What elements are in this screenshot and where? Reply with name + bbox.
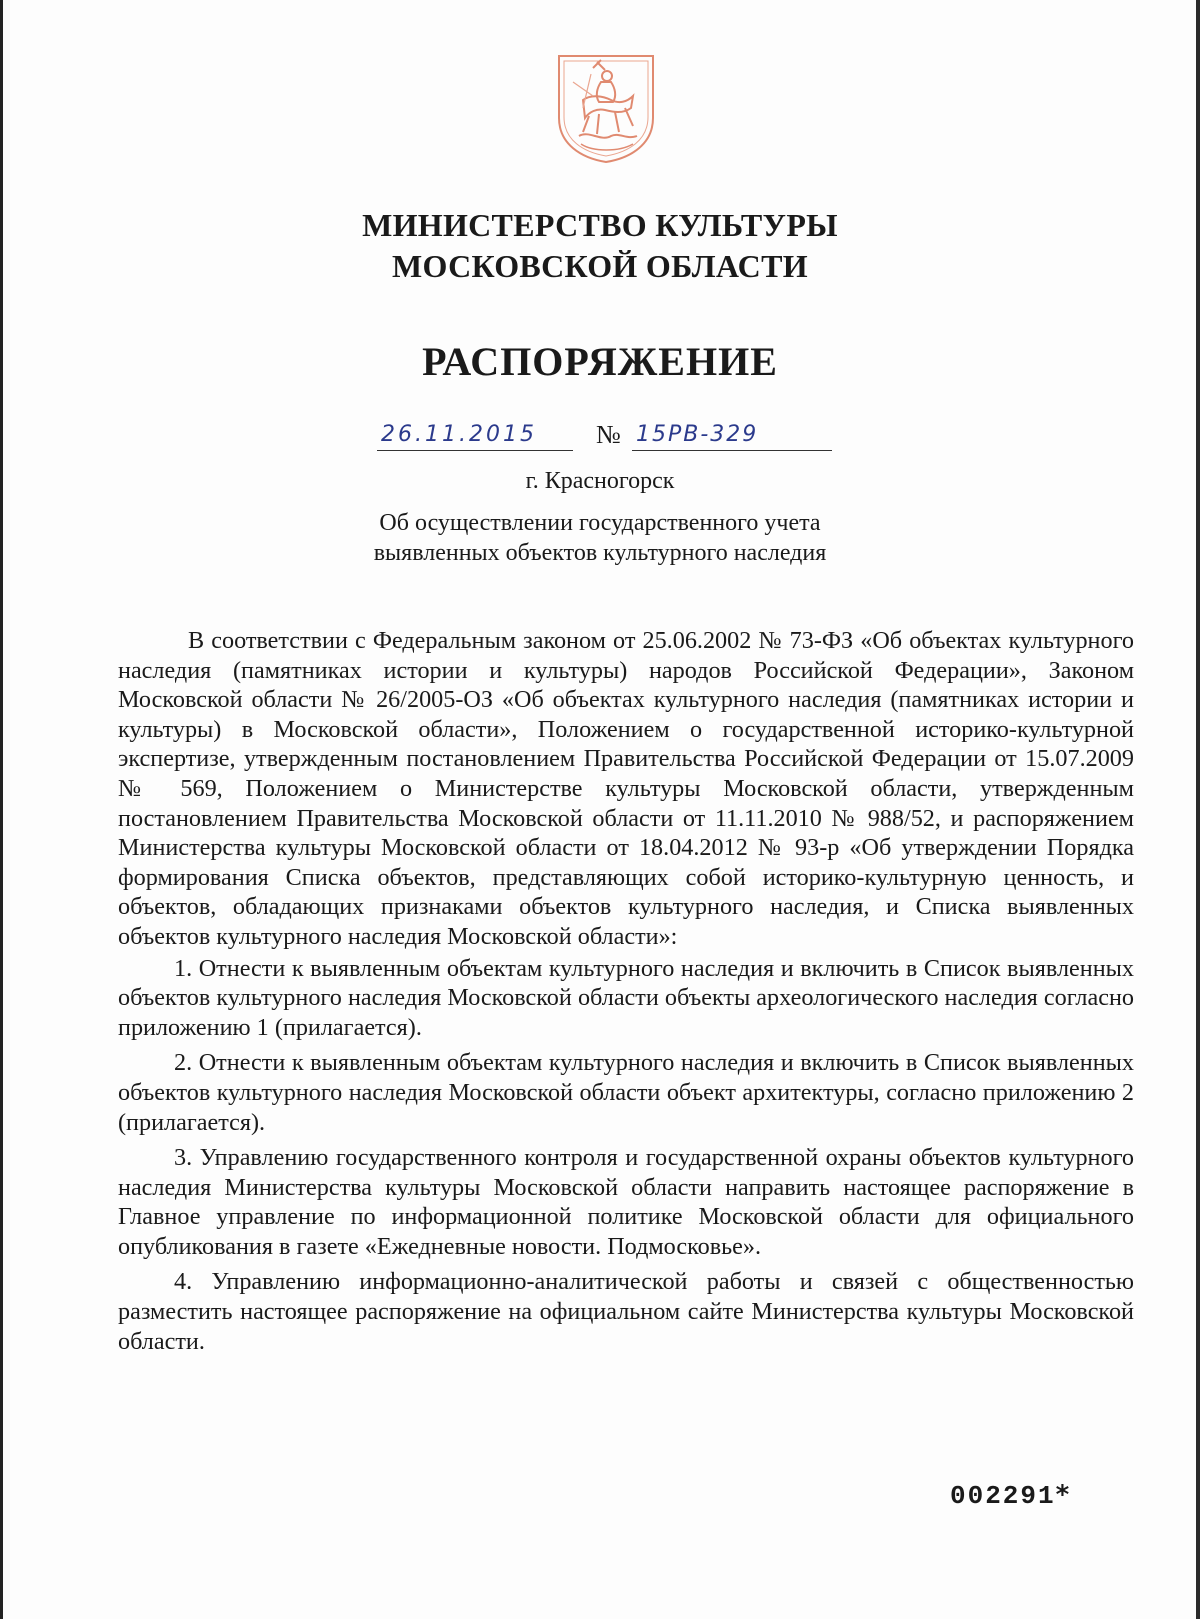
registration-number: 15РВ-329 [632, 420, 832, 451]
number-sign: № [596, 420, 621, 449]
order-item-3: 3. Управлению государственного контроля и государственной охраны объектов культурного наследия Министерства культуры Московской области направить настоящее распоряжение в Главное управление по информационной политике Московской области для официального опубликования в газете «Ежедневные новости. Подмосковье». [118, 1144, 1134, 1260]
document-type-title: РАСПОРЯЖЕНИЕ [422, 339, 778, 384]
ministry-name [0, 205, 1200, 287]
registration-date: 26.11.2015 [377, 420, 573, 451]
coat-of-arms-icon [553, 52, 659, 164]
order-item-4: 4. Управлению информационно-аналитической работы и связей с общественностью разместить настоящее распоряжение на официальном сайте Министерства культуры Московской области. [118, 1268, 1134, 1355]
order-item-1: 1. Отнести к выявленным объектам культурного наследия и включить в Список выявленных объектов культурного наследия Московской области объекты археологического наследия согласно приложению 1 (прилагается). [118, 954, 1134, 1041]
ministry-line-1: МИНИСТЕРСТВО КУЛЬТУРЫ [362, 207, 838, 243]
document-subject [300, 508, 900, 568]
city-of-issue: г. Красногорск [525, 468, 675, 494]
document-body [118, 626, 1134, 1356]
form-serial-number [950, 1480, 1071, 1511]
ministry-line-2: МОСКОВСКОЙ ОБЛАСТИ [392, 248, 808, 284]
preamble-paragraph: В соответствии с Федеральным законом от 25.06.2002 № 73-ФЗ «Об объектах культурного наследия (памятниках истории и культуры) народов Российской Федерации», Законом Московской области № 26/2005-ОЗ «Об объектах культурного наследия (памятниках истории и культуры) в Московской области», Положением о государственной историко-культурной экспертизе, утвержденным постановлением Правительства Российской Федерации от 15.07.2009 № 569, Положением о Министерстве культуры Московской области, утвержденным постановлением Правительства Московской области от 11.11.2010 № 988/52, и распоряжением Министерства культуры Московской области от 18.04.2012 № 93-р «Об утверждении Порядка формирования Списка объектов, представляющих собой историко-культурную ценность, и объектов, обладающих признаками объектов культурного наследия, и Списка выявленных объектов культурного наследия Московской области»: [118, 627, 1134, 950]
subject-line-1: Об осуществлении государственного учета [379, 510, 821, 536]
subject-line-2: выявленных объектов культурного наследия [373, 540, 827, 566]
serial-digits: 002291 [950, 1481, 1056, 1511]
serial-mark: * [1055, 1480, 1072, 1510]
order-item-2: 2. Отнести к выявленным объектам культурного наследия и включить в Список выявленных объектов культурного наследия Московской области объект архитектуры, согласно приложению 2 (прилагается). [118, 1049, 1134, 1136]
